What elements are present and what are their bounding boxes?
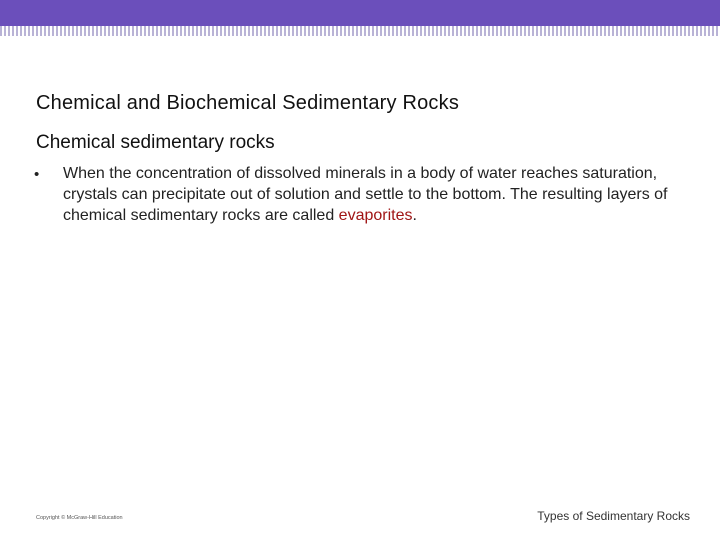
highlighted-term: evaporites [338,207,413,224]
bullet-text-end: . [412,207,417,224]
copyright-notice: Copyright © McGraw-Hill Education [36,515,123,521]
bullet-text-body: When the concentration of dissolved minerals in a body of water reaches saturation, crystals can precipitate out of solution and settle to the bottom. The resulting layers of chemical sedimentary rocks are called [63,165,668,224]
header-bar [0,0,720,26]
bullet-text [63,163,678,226]
footer-title: Types of Sedimentary Rocks [537,509,690,523]
header-stripe-band [0,26,720,36]
bullet-marker: • [34,166,40,183]
slide-title: Chemical and Biochemical Sedimentary Rocks [36,92,460,114]
section-heading: Chemical sedimentary rocks [36,132,275,153]
